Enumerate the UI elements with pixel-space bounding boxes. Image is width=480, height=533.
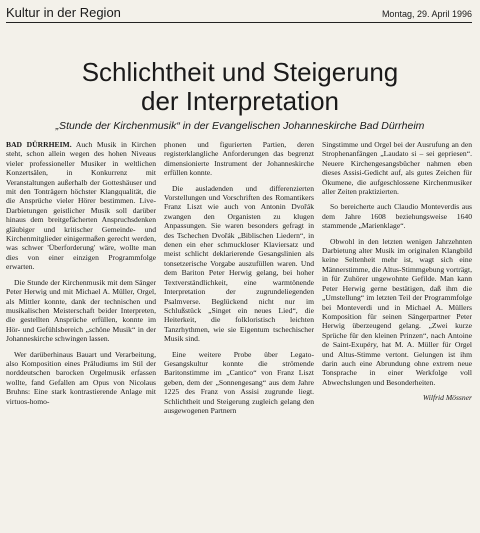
- section-title: Kultur in der Region: [6, 5, 121, 20]
- article-body: [6, 140, 472, 528]
- column-3: [322, 140, 472, 528]
- page-header: [6, 2, 472, 23]
- paragraph: phonen und figurierten Partien, deren registerklangliche Anforderungen das begrenzt dimensionierte Instrument der Johanneskirche erfüllen konnte.: [164, 140, 314, 178]
- dateline: BAD DÜRRHEIM.: [6, 140, 72, 149]
- paragraph: So bereicherte auch Claudio Monteverdis aus dem Jahre 1608 beziehungsweise 1640 stammende „Marienklage“.: [322, 202, 472, 231]
- paragraph: Die ausladenden und differenzierten Vorstellungen und Vorschriften des Romantikers Franz Liszt wie auch von Antonin Dvořák zwangen den Organisten zu klugen Anpassungen. Sie waren besonders gefragt in des Tschechen Dvořák „Biblischen Liedern“, in denen ein eher schmuckloser Klaviersatz und meist schlicht deklarierende Gesangslinien als tonsetzerische Vorgabe auszufüllen waren. Und dem Bariton Peter Herwig gelang, bei hoher Textverständlichkeit, eine warmtönende Interpretation der zugrundeliegenden Psalmverse. Beglückend nicht nur im Schlußstück „Singet ein neues Lied“, die Heiterkeit, die folkloristisch leichten Tanzrhythmen, wie sie Eigentum tschechischer Musik sind.: [164, 183, 314, 344]
- publication-date: Montag, 29. April 1996: [381, 9, 472, 19]
- paragraph: Die Stunde der Kirchenmusik mit dem Sänger Peter Herwig und mit Michael A. Müller, Orgel, als Mittler konnte, dank der technischen und musikalischen Meisterschaft beider Interpreten, die gestellten Ansprüche erfüllen, konnte im Hör- und Gefühlsbereich „schöne Musik“ in der Johanneskirche schwingen lassen.: [6, 277, 156, 344]
- author-byline: Wilfrid Mössner: [422, 393, 472, 403]
- headline-line-1: Schlichtheit und Steigerung: [81, 57, 399, 87]
- paragraph: Eine weitere Probe über Legato-Gesangskultur konnte die strömende Baritonstimme im „Cantico“ von Franz Liszt geben, dem der „Sonnengesang“ aus dem Jahre 1225 des Franz von Assisi zugrunde liegt. Schlichtheit und Steigerung zugleich gelang den ausgewogenen Partnern: [164, 349, 314, 415]
- headline-line-2: der Interpretation: [140, 86, 339, 116]
- column-2: [164, 140, 314, 528]
- article-headline: [0, 58, 480, 116]
- paragraph: Singstimme und Orgel bei der Ausrufung an den Strophenanfängen „Laudato si – sei gepriesen“. Neuere Kirchengesangsbücher nahmen eben dieses Assisi-Gedicht auf, als gutes Zeichen für Ökumene, die aufgeschlossene Kirchenmusiker aller Zeiten praktizierten.: [322, 140, 472, 197]
- article-subheadline: „Stunde der Kirchenmusik“ in der Evangelischen Johanneskirche Bad Dürrheim: [55, 120, 425, 132]
- paragraph: [6, 140, 156, 272]
- paragraph: Wer darüberhinaus Bauart und Verarbeitung, also Komposition eines Präludiums im Stil der norddeutschen barocken Orgelmusik erfassen wollte, fand Gefallen am Opus von Nicolaus Bruhns: Eine stark kontrastierende Anlage mit virtuos-homo-: [6, 349, 156, 406]
- column-1: [6, 140, 156, 528]
- paragraph-text: Auch Musik in Kirchen steht, schon allein wegen des hohen Niveaus vieler professioneller Musiker in weltlichen Konzertsälen, in Konkurrenz mit Veranstaltungen außerhalb der Gotteshäuser und mit den Tonträgern höchster Klangqualität, die die Ansprüche vieler Hörer bestimmen. Live-Darbietungen geistlicher Musik soll darüber hinaus dem breitgefächerten Anspruchsdenken gläubiger und kritischer Gemeinde- und Kirchenmitglieder einigermaßen gerecht werden, was schwer 'Überforderung' wäre, wollte man dies von einer einzigen Programmfolge erwarten.: [6, 140, 156, 272]
- paragraph: Obwohl in den letzten wenigen Jahrzehnten Darbietung alter Musik im originalen Klangbild keine Seltenheit mehr ist, wagt sich eine Männerstimme, die Altus-Stimmgebung vorträgt, in für Zuhörer ungewohnte Gefilde. Man kann Peter Herwig gerne bestätigen, daß ihm die „Umstellung“ im letzten Teil der Programmfolge bei Monteverdi und in Michael A. Müllers Komposition für seinen Sängerpartner Peter Herwig überzeugend gelang. „Zwei kurze Sprüche für den kleinen Prinzen“, nach Antoine de Saint-Exupéry, hat M. A. Müller für Orgel und Altus-Stimme vertont. Gelungen ist ihm darin auch eine Abrundung ohne extrem neue Tonsprache in einer Werkfolge voll Abwechslungen und Besonderheiten.: [322, 236, 472, 387]
